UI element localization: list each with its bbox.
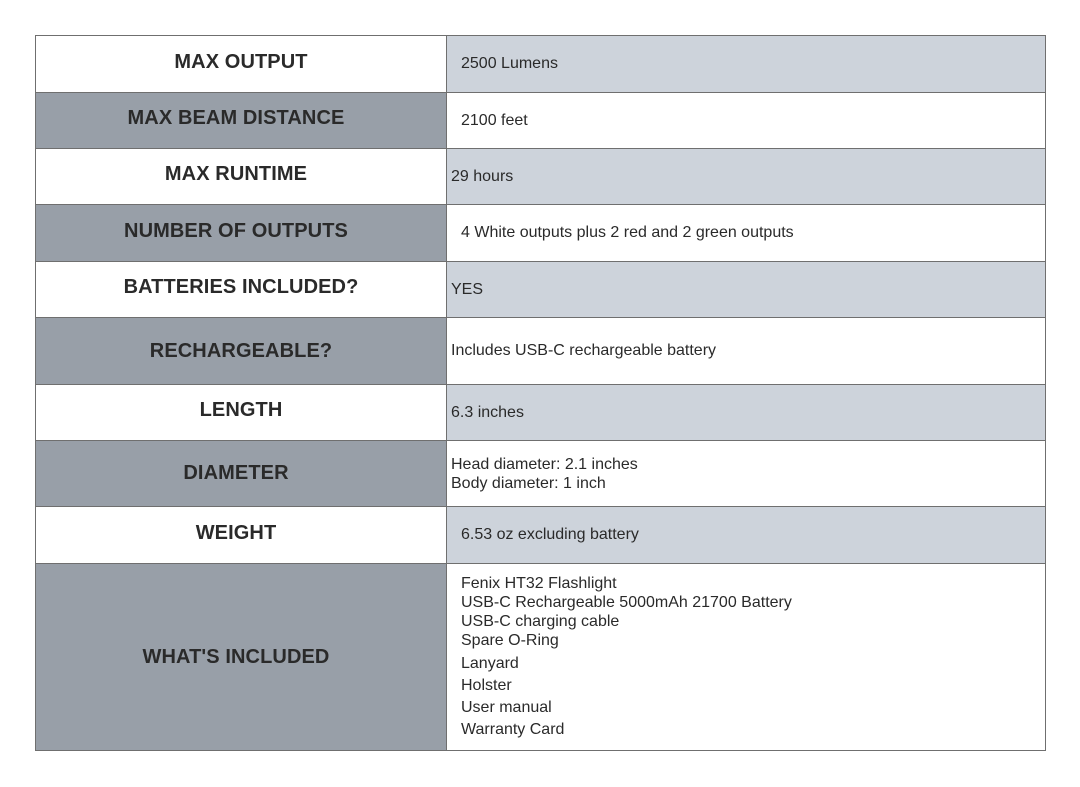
spec-value-line: Body diameter: 1 inch [451,474,606,492]
spec-label: WEIGHT [195,521,277,544]
spec-label-cell [36,441,447,507]
spec-value: 29 hours [451,167,514,185]
spec-label: NUMBER OF OUTPUTS [124,219,348,242]
spec-label-cell [36,262,447,318]
included-item: USB-C charging cable [461,612,620,630]
spec-value: 2100 feet [461,111,528,129]
spec-value-line: Head diameter: 2.1 inches [451,455,638,473]
spec-label-cell [36,36,447,93]
spec-row-length [36,385,1046,441]
spec-value-cell [447,262,1046,318]
spec-row-weight [36,507,1046,564]
spec-label: LENGTH [199,399,283,421]
spec-label-cell [36,564,447,751]
included-item: Holster [461,676,512,694]
spec-label-cell [36,93,447,149]
spec-row-max-beam-distance [36,93,1046,149]
spec-value-cell [447,36,1046,93]
included-item: USB-C Rechargeable 5000mAh 21700 Battery [461,593,792,611]
spec-label-cell [36,318,447,385]
spec-label: DIAMETER [183,462,289,484]
spec-value: 4 White outputs plus 2 red and 2 green outputs [461,224,794,241]
spec-value-cell [447,318,1046,385]
spec-value-cell [447,149,1046,205]
spec-label-cell [36,149,447,205]
spec-value: 2500 Lumens [461,55,558,72]
spec-value: 6.53 oz excluding battery [461,526,639,543]
spec-row-whats-included [36,564,1046,751]
included-item: Warranty Card [461,720,565,738]
spec-label: RECHARGEABLE? [149,339,333,362]
spec-label-cell [36,385,447,441]
spec-value-cell [447,564,1046,751]
spec-value-cell [447,205,1046,262]
spec-value: YES [451,280,484,298]
spec-row-number-of-outputs [36,205,1046,262]
spec-value-cell [447,441,1046,507]
spec-label: MAX BEAM DISTANCE [127,107,345,129]
spec-label-cell [36,507,447,564]
spec-table [35,35,1046,751]
included-item: Fenix HT32 Flashlight [461,574,617,592]
spec-value: Includes USB-C rechargeable battery [451,342,717,359]
spec-value-cell [447,93,1046,149]
spec-label-cell [36,205,447,262]
spec-row-max-output [36,36,1046,93]
included-item: User manual [461,698,552,716]
spec-label: MAX OUTPUT [174,50,308,73]
spec-label: BATTERIES INCLUDED? [123,276,359,298]
spec-label: MAX RUNTIME [164,163,308,185]
spec-value: 6.3 inches [451,403,524,421]
spec-row-batteries-included [36,262,1046,318]
spec-row-diameter [36,441,1046,507]
spec-label: WHAT'S INCLUDED [142,645,330,668]
included-item: Lanyard [461,654,519,672]
spec-value-cell [447,385,1046,441]
spec-row-rechargeable [36,318,1046,385]
spec-row-max-runtime [36,149,1046,205]
included-item: Spare O-Ring [461,631,559,649]
spec-value-cell [447,507,1046,564]
